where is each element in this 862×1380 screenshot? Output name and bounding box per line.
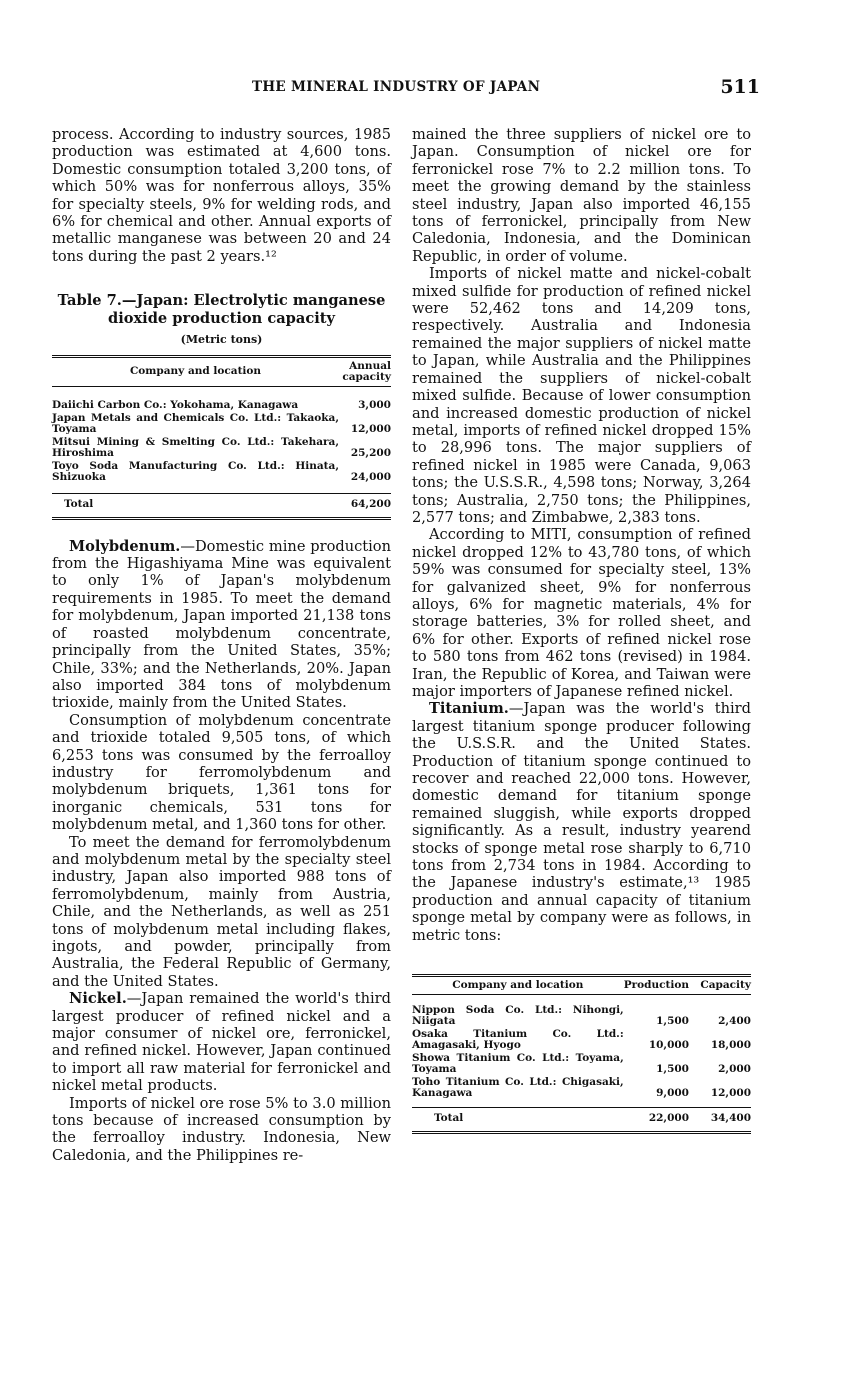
table-cell-capacity: 25,200 [350,446,391,459]
table-total-value: 64,200 [339,493,391,518]
table-cell-capacity: 12,000 [710,1087,751,1100]
table-cell-company: Toho Titanium Co. Ltd.: Chigasaki, Kanagawa [412,1076,624,1100]
table-total-capacity: 34,400 [689,1108,751,1133]
paragraph: process. According to industry sources, 1985 production was estimated at 4,600 tons. Domestic consumption totaled 3,200 tons, of which 50% was for nonferrous alloys, 35% for specialty steels, 9% for welding rods, and 6% for chemical and other. Annual exports of metallic manganese was between 20 and 24 tons during the past 2 years.¹² [52,126,391,265]
table-cell-company: Nippon Soda Co. Ltd.: Nihongi, Niigata [412,1004,624,1028]
running-title: THE MINERAL INDUSTRY OF JAPAN [252,79,541,95]
table-cell-production: 1,500 [656,1063,689,1076]
table-cell-production: 10,000 [648,1039,689,1052]
table-cell-company: Japan Metals and Chemicals Co. Ltd.: Takaoka, Toyama [52,411,339,435]
paragraph-molybdenum: Molybdenum.—Domestic mine production from the Higashiyama Mine was equivalent to only 1% of Japan's molybdenum requirements in 1985. To meet the demand for molybdenum, Japan imported 21,138 tons of roasted molybdenum concentrate, principally from the United States, 35%; Chile, 33%; and the Netherlands, 20%. Japan also imported 384 tons of molybdenum trioxide, mainly from the United States. [52,537,391,712]
column-header-company: Company and location [412,976,624,995]
table-7 [52,355,391,520]
section-heading: Nickel. [69,990,127,1008]
paragraph: Imports of nickel matte and nickel-cobalt mixed sulfide for production of refined nickel were 52,462 tons and 14,209 tons, respectively. Australia and Indonesia remained the major suppliers of nickel matte to Japan, while Australia and the Philippines remained the suppliers of nickel-cobalt mixed sulfide. Because of lower consumption and increased domestic production of nickel metal, imports of refined nickel dropped 15% to 28,996 tons. The major suppliers of refined nickel in 1985 were Canada, 9,063 tons; the U.S.S.R., 4,598 tons; Norway, 3,264 tons; Australia, 2,750 tons; the Philippines, 2,577 tons; and Zimbabwe, 2,383 tons. [412,265,751,526]
table-cell-company: Showa Titanium Co. Ltd.: Toyama, Toyama [412,1052,624,1076]
paragraph-titanium: Titanium.—Japan was the world's third largest titanium sponge producer following the U.S.S.R. and the United States. Production of titanium sponge continued to recover and reached 22,000 tons. However, domestic demand for titanium sponge remained sluggish, while exports dropped significantly. As a result, industry yearend stocks of sponge metal rose sharply to 6,710 tons from 2,734 tons in 1984. According to the Japanese industry's estimate,¹³ 1985 production and annual capacity of titanium sponge metal by company were as follows, in metric tons: [412,700,751,944]
table-cell-capacity: 3,000 [358,398,391,411]
column-header-production: Production [624,976,689,995]
table-total-label: Total [52,493,339,518]
table-cell-production: 1,500 [656,1015,689,1028]
table-cell-company: Toyo Soda Manufacturing Co. Ltd.: Hinata, Shizuoka [52,459,339,483]
page-number: 511 [720,76,760,98]
paragraph: Imports of nickel ore rose 5% to 3.0 million tons because of increased consumption by the ferroalloy industry. Indonesia, New Caledonia, and the Philippines re- [52,1094,391,1164]
table-cell-company: Daiichi Carbon Co.: Yokohama, Kanagawa [52,398,299,411]
table-cell-capacity: 2,400 [718,1015,751,1028]
running-header [52,76,764,104]
table-cell-company: Osaka Titanium Co. Ltd.: Amagasaki, Hyogo [412,1028,624,1052]
paragraph: mained the three suppliers of nickel ore to Japan. Consumption of nickel ore for ferronickel rose 7% to 2.2 million tons. To meet the growing demand by the stainless steel industry, Japan also imported 46,155 tons of ferronickel, principally from New Caledonia, Indonesia, and the Dominican Republic, in order of volume. [412,126,751,265]
paragraph: Consumption of molybdenum concentrate and trioxide totaled 9,505 tons, of which 6,253 tons was consumed by the ferroalloy industry for ferromolybdenum and molybdenum briquets, 1,361 tons for inorganic chemicals, 531 tons for molybdenum metal, and 1,360 tons for other. [52,711,391,834]
table-total-production: 22,000 [624,1108,689,1133]
titanium-table [412,974,751,1134]
paragraph: According to MITI, consumption of refined nickel dropped 12% to 43,780 tons, of which 59% was consumed for specialty steel, 13% for galvanized sheet, 9% for nonferrous alloys, 6% for magnetic materials, 4% for storage batteries, 3% for rolled sheet, and 6% for other. Exports of refined nickel rose to 580 tons from 462 tons (revised) in 1984. Iran, the Republic of Korea, and Taiwan were major importers of Japanese refined nickel. [412,526,751,700]
paragraph-nickel: Nickel.—Japan remained the world's third largest producer of refined nickel and a major consumer of nickel ore, ferronickel, and refined nickel. However, Japan continued to import all raw material for ferronickel and nickel metal products. [52,990,391,1095]
table-cell-capacity: 12,000 [350,422,391,435]
section-heading: Titanium. [429,700,509,718]
table-total-label: Total [412,1108,624,1133]
paragraph: To meet the demand for ferromolybdenum and molybdenum metal by the specialty steel industry, Japan also imported 988 tons of ferromolybdenum, mainly from Austria, Chile, and the Netherlands, as well as 251 tons of molybdenum metal including flakes, ingots, and powder, principally from Australia, the Federal Republic of Germany, and the United States. [52,833,391,990]
column-header-company: Company and location [52,356,339,386]
table-cell-company: Mitsui Mining & Smelting Co. Ltd.: Takehara, Hiroshima [52,435,339,459]
table-cell-capacity: 2,000 [718,1063,751,1076]
table-7-title: Table 7.—Japan: Electrolytic manganese dioxide production capacity [57,292,386,328]
table-7-unit: (Metric tons) [180,333,263,347]
table-cell-capacity: 24,000 [350,470,391,483]
table-cell-capacity: 18,000 [710,1039,751,1052]
column-header-capacity: Capacity [689,976,751,995]
right-column [412,126,751,1134]
column-header-capacity: Annual capacity [339,356,391,386]
table-cell-production: 9,000 [656,1087,689,1100]
section-heading: Molybdenum. [69,537,181,555]
left-column [52,126,391,1164]
